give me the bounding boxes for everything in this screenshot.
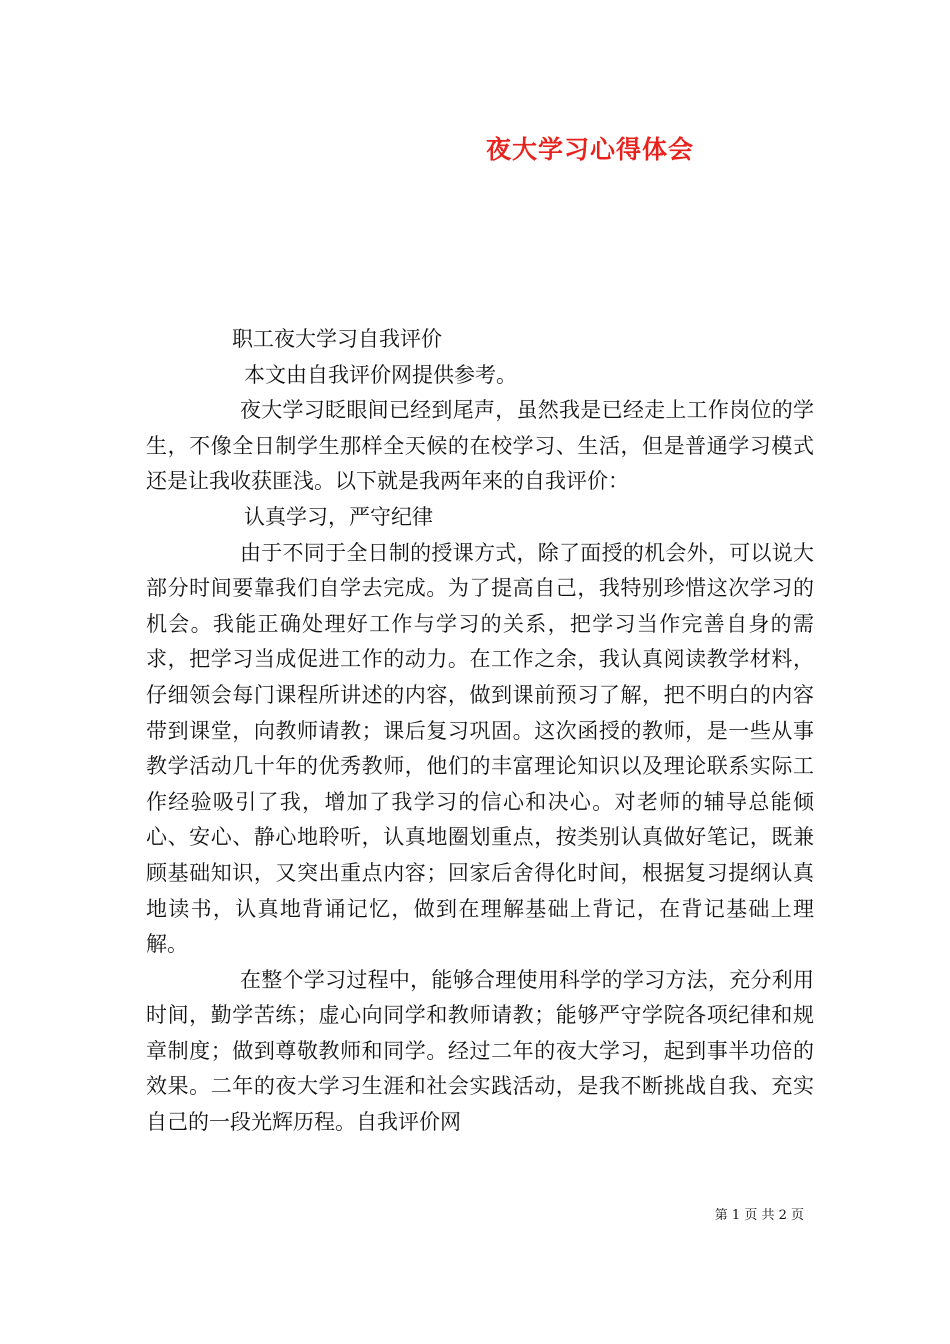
paragraph-study: 由于不同于全日制的授课方式，除了面授的机会外，可以说大部分时间要靠我们自学去完成。为了提高自己，我特别珍惜这次学习的机会。我能正确处理好工作与学习的关系，把学习当作完善自身的需求，把学习当成促进工作的动力。在工作之余，我认真阅读教学材料，仔细领会每门课程所讲述的内容，做到课前预习了解，把不明白的内容带到课堂，向教师请教；课后复习巩固。这次函授的教师，是一些从事教学活动几十年的优秀教师，他们的丰富理论知识以及理论联系实际工作经验吸引了我，增加了我学习的信心和决心。对老师的辅导总能倾心、安心、静心地聆听，认真地圈划重点，按类别认真做好笔记，既兼顾基础知识，又突出重点内容；回家后舍得化时间，根据复习提纲认真地读书，认真地背诵记忆，做到在理解基础上背记，在背记基础上理解。 (146, 540, 814, 957)
paragraph-method: 在整个学习过程中，能够合理使用科学的学习方法，充分利用时间，勤学苦练；虚心向同学和教师请教；能够严守学院各项纪律和规章制度；做到尊敬教师和同学。经过二年的夜大学习，起到事半功倍的效果。二年的夜大学习生涯和社会实践活动，是我不断挑战自我、充实自己的一段光辉历程。自我评价网 (146, 967, 814, 1135)
paragraph-intro: 夜大学习眨眼间已经到尾声，虽然我是已经走上工作岗位的学生，不像全日制学生那样全天候的在校学习、生活，但是普通学习模式还是让我收获匪浅。以下就是我两年来的自我评价： (146, 398, 814, 494)
page-indicator: 第 1 页 共 2 页 (714, 1208, 804, 1223)
document-subtitle: 职工夜大学习自我评价 (232, 327, 442, 351)
document-title: 夜大学习心得体会 (485, 135, 694, 164)
source-note: 本文由自我评价网提供参考。 (244, 362, 517, 387)
document-body (146, 322, 814, 1141)
section-heading: 认真学习，严守纪律 (244, 504, 433, 529)
